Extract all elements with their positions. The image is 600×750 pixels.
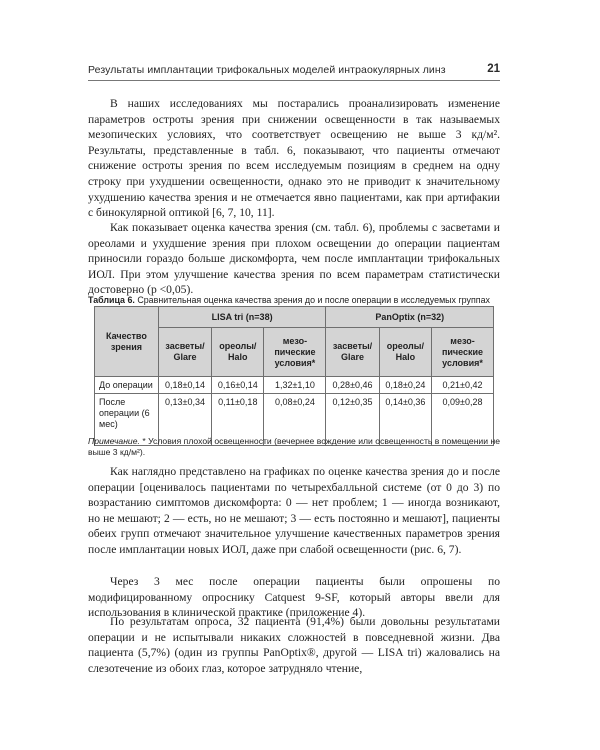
page-number: 21 [487, 63, 500, 75]
paragraph-5-text: По результатам опроса, 32 пациента (91,4%) были довольны результатами операции и не испытывали никаких сложностей в повседневной жизни. Два пациента (5,7%) (один из группы PanOptix®, другой — LISA tri) жаловались на слезотечение из обоих глаз, которое затрудняло чтение, [88, 615, 500, 675]
group-header-panoptix: PanOptix (n=32) [326, 307, 494, 328]
row-label: После операции (6 мес) [95, 394, 159, 446]
table-note [88, 436, 500, 458]
row-label: До операции [95, 377, 159, 394]
header-rule [88, 80, 500, 81]
table-cell: 0,18±0,14 [158, 377, 211, 394]
table-cell: 0,18±0,24 [379, 377, 431, 394]
paragraph-2-text: Как показывает оценка качества зрения (см. табл. 6), проблемы с засветами и ореолами и ухудшение зрения при плохом освещении до операции пациентам приносили гораздо больше дискомфорта, чем после имплантации трифокальных ИОЛ. При этом улучшение качества зрения по всем параметрам статистически достоверно (p <0,05). [88, 221, 500, 297]
table-cell: 0,12±0,35 [326, 394, 379, 446]
paragraph-4-text: Через 3 мес после операции пациенты были опрошены по модифицированному опроснику Catquest 9-SF, который авторы ввели для использования в клинической практике (приложение 4). [88, 575, 500, 620]
table-note-label: Примечание. [88, 436, 140, 446]
paragraph-5 [88, 614, 500, 676]
table-caption-label: Таблица 6. [88, 295, 135, 305]
subheader-cell: мезо-пические условия* [264, 328, 326, 377]
table-cell: 0,09±0,28 [432, 394, 494, 446]
paragraph-1-text: В наших исследованиях мы постарались проанализировать изменение параметров остроты зрения при снижении освещенности в так называемых мезопических условиях, что соответствует освещению не выше 3 кд/м². Результаты, представленные в табл. 6, показывают, что пациенты отмечают снижение остроты зрения по всем исследуемым позициям в среднем на одну строку при ухудшении освещенности, однако это не приводит к значительному ухудшению качества зрения и не отмечается явно пациентами, как при артифакии с бинокулярной оптикой [6, 7, 10, 11]. [88, 97, 500, 220]
table-cell: 0,14±0,36 [379, 394, 431, 446]
table-row [95, 377, 494, 394]
subheader-cell: засветы/ Glare [158, 328, 211, 377]
quality-table [94, 306, 494, 446]
group-header-lisa: LISA tri (n=38) [158, 307, 326, 328]
paragraph-3-text: Как наглядно представлено на графиках по оценке качества зрения до и после операции [оценивалось пациентами по четырехбалльной системе (от 0 до 3) по возрастанию симптомов дискомфорта: 0 — нет проблем; 1 — иногда возникают, но не мешают; 2 — есть, но не мешают; 3 — есть постоянно и мешают], пациенты обеих групп отмечают значительное улучшение качественных параметров зрения после имплантации новых ИОЛ, даже при слабой освещенности (рис. 6, 7). [88, 465, 500, 556]
paragraph-3 [88, 464, 500, 558]
running-header-title: Результаты имплантации трифокальных моделей интраокулярных линз [88, 64, 446, 76]
subheader-cell: мезо-пические условия* [432, 328, 494, 377]
table-cell: 0,11±0,18 [212, 394, 264, 446]
subheader-cell: засветы/ Glare [326, 328, 379, 377]
table-caption-text: Сравнительная оценка качества зрения до и после операции в исследуемых группах [137, 295, 490, 305]
table-cell: 0,08±0,24 [264, 394, 326, 446]
table-cell: 1,32±1,10 [264, 377, 326, 394]
table-note-text: * Условия плохой освещенности (вечернее вождение или освещенность в помещении не выше 3 кд/м²). [88, 436, 501, 457]
corner-header: Качество зрения [95, 307, 159, 377]
table-cell: 0,16±0,14 [212, 377, 264, 394]
table-cell: 0,28±0,46 [326, 377, 379, 394]
table-caption [88, 295, 508, 306]
subheader-cell: ореолы/ Halo [379, 328, 431, 377]
paragraph-1 [88, 96, 500, 221]
paragraph-2 [88, 220, 500, 298]
table-cell: 0,13±0,34 [158, 394, 211, 446]
subheader-cell: ореолы/ Halo [212, 328, 264, 377]
table-cell: 0,21±0,42 [432, 377, 494, 394]
running-header [88, 64, 500, 80]
